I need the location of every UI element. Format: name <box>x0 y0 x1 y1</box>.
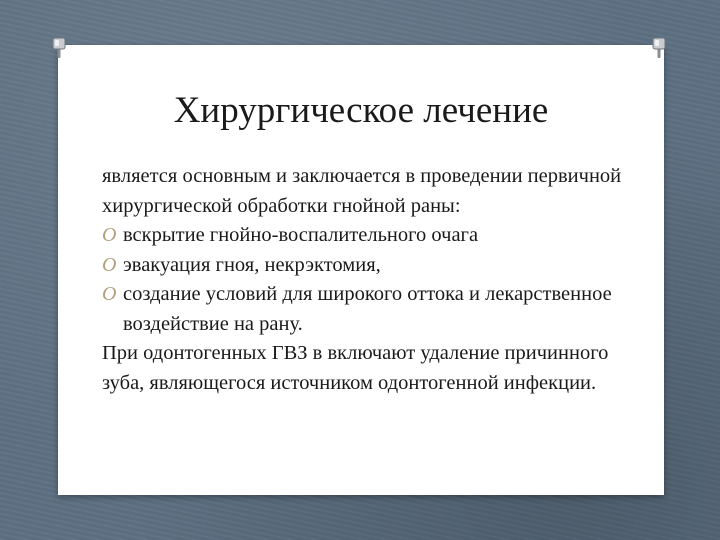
bullet-icon: O <box>102 283 117 305</box>
bullet-text: создание условий для широкого оттока и лекарственное воздействие на рану. <box>123 283 612 335</box>
bullet-icon: O <box>102 224 117 246</box>
list-item <box>102 280 642 339</box>
intro-paragraph: является основным и заключается в проведении первичной хирургической обработки гнойной раны: <box>102 165 622 217</box>
bullet-list <box>102 221 642 339</box>
bullet-text: вскрытие гнойно-воспалительного очага <box>123 224 479 246</box>
list-item <box>102 251 642 281</box>
slide-body <box>102 162 642 398</box>
list-item <box>102 221 642 251</box>
closing-paragraph: При одонтогенных ГВЗ в включают удаление причинного зуба, являющегося источником одонтогенной инфекции. <box>102 342 609 394</box>
bullet-icon: O <box>102 253 117 276</box>
bullet-text: эвакуация гноя, некрэктомия, <box>123 253 381 276</box>
pushpin-icon <box>52 37 66 59</box>
slide-title: Хирургическое лечение <box>173 90 549 131</box>
pushpin-icon <box>652 37 666 59</box>
